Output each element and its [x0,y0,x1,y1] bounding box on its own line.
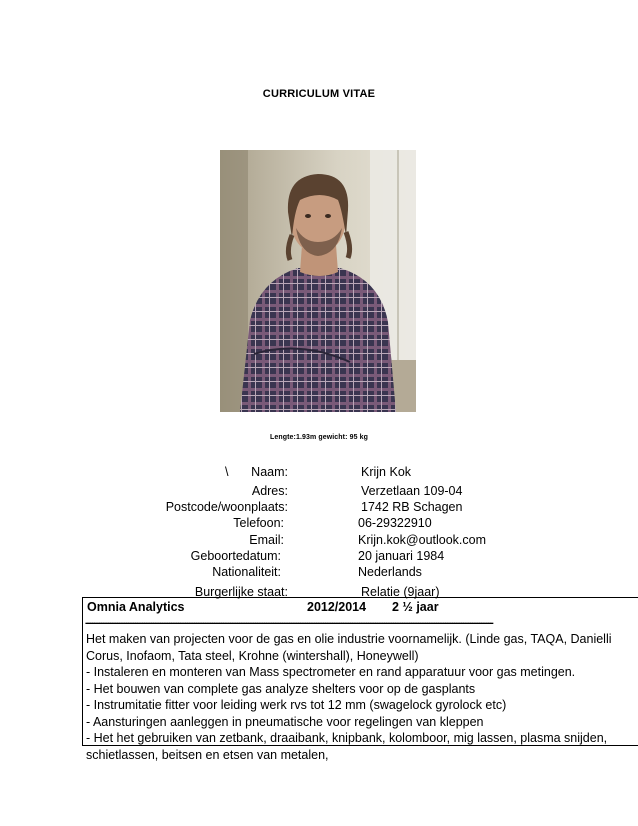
job-line: Het maken van projecten voor de gas en olie industrie voornamelijk. (Linde gas, TAQA, Danielli [86,632,612,646]
job-description [86,631,638,763]
photo-caption: Lengte:1.93m gewicht: 95 kg [269,434,368,441]
dashed-separator: ------------------------------------------------------------------------------------------------------------------------------------------------------------------------------------ [85,617,493,629]
job-line: - Instaleren en monteren van Mass spectrometer en rand apparatuur voor gas metingen. [86,665,576,679]
document-title: CURRICULUM VITAE [262,88,376,100]
value-email: Krijn.kok@outlook.com [358,533,487,547]
value-naam: Krijn Kok [361,465,412,479]
experience-section [82,597,638,762]
job-duration: 2 ½ jaar [392,600,439,614]
value-geboortedatum: 20 januari 1984 [358,549,445,563]
label-burgerlijke-staat: Burgerlijke staat: [194,585,288,599]
value-burgerlijke-staat: Relatie (9jaar) [361,585,440,599]
label-adres: Adres: [251,484,288,498]
job-line: - Het het gebruiken van zetbank, draaibank, knipbank, kolomboor, mig lassen, plasma snijden, [86,731,608,745]
profile-photo [220,150,416,412]
job-line: - Het bouwen van complete gas analyze shelters voor op de gasplants [86,681,476,696]
value-postcode: 1742 RB Schagen [361,500,463,514]
label-postcode: Postcode/woonplaats: [165,500,288,514]
job-line: schietlassen, beitsen en etsen van metalen, [86,747,329,762]
job-period: 2012/2014 [307,600,367,614]
label-naam: Naam: [251,465,288,479]
label-telefoon: Telefoon: [233,516,284,530]
value-telefoon: 06-29322910 [358,516,432,530]
value-nationaliteit: Nederlands [358,565,422,579]
job-line: Corus, Inofaom, Tata steel, Krohne (wintershall), Honeywell) [86,648,419,663]
company-name: Omnia Analytics [87,600,185,614]
label-geboortedatum: Geboortedatum: [190,549,281,563]
label-email: Email: [249,533,284,547]
profile-photo-illustration [220,150,416,412]
stray-backslash: \ [225,465,229,479]
job-line: - Instrumitatie fitter voor leiding werk rvs tot 12 mm (swagelock gyrolock etc) [86,698,507,712]
value-adres: Verzetlaan 109-04 [361,484,463,498]
job-line: - Aansturingen aanleggen in pneumatische voor regelingen van kleppen [86,714,484,729]
label-nationaliteit: Nationaliteit: [212,565,281,579]
